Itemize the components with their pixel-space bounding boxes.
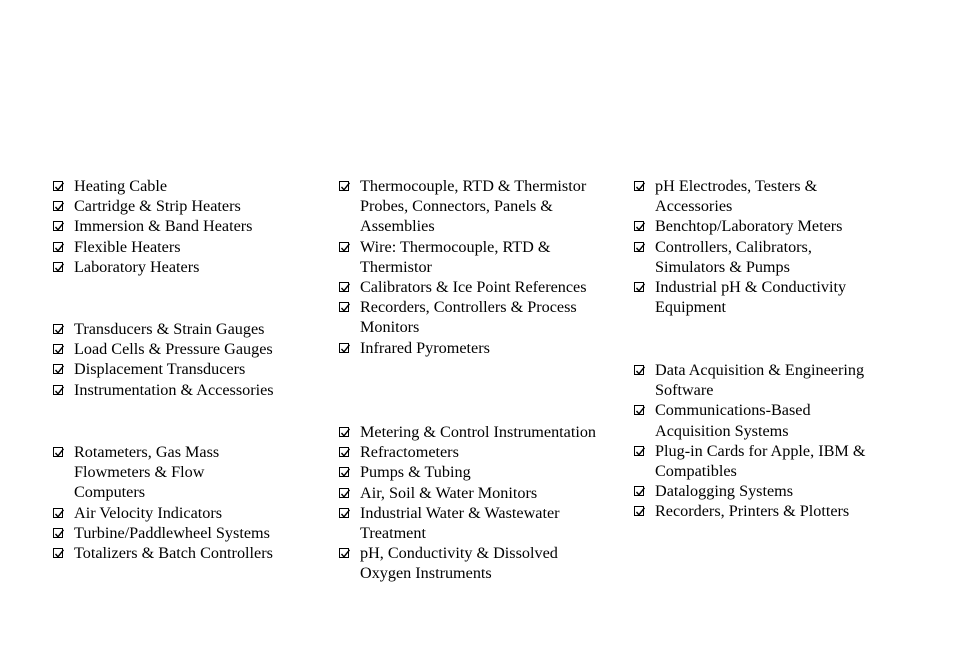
checked-box-icon xyxy=(53,385,63,395)
list-item xyxy=(53,319,303,339)
item-label: Refractometers xyxy=(360,443,459,462)
checked-box-icon xyxy=(53,221,63,231)
list-item xyxy=(339,277,619,297)
item-label: Instrumentation & Accessories xyxy=(74,380,274,399)
item-label: Datalogging Systems xyxy=(655,482,794,501)
checked-box-icon xyxy=(339,488,349,498)
list-item xyxy=(339,483,629,503)
list-item xyxy=(634,216,894,236)
item-label: Air Velocity Indicators xyxy=(74,503,223,522)
item-label: Laboratory Heaters xyxy=(74,257,200,276)
item-label: Recorders, Printers & Plotters xyxy=(655,502,850,521)
item-label: Turbine/Paddlewheel Systems xyxy=(74,523,270,542)
item-label: Industrial pH & Conductivity Equipment xyxy=(655,278,847,317)
list-item xyxy=(53,359,303,379)
item-label: Air, Soil & Water Monitors xyxy=(360,483,538,502)
item-label: Transducers & Strain Gauges xyxy=(74,320,265,338)
list-item xyxy=(53,503,303,523)
checked-box-icon xyxy=(53,364,63,374)
group-pressure-strain xyxy=(53,319,303,400)
item-label: Controllers, Calibrators, Simulators & Pumps xyxy=(655,237,812,276)
checked-box-icon xyxy=(339,427,349,437)
item-label: Recorders, Controllers & Process Monitors xyxy=(360,298,577,337)
group-heaters xyxy=(53,176,303,277)
item-label: Infrared Pyrometers xyxy=(360,338,490,357)
checked-box-icon xyxy=(339,447,349,457)
item-label: pH, Conductivity & Dissolved Oxygen Instruments xyxy=(360,544,558,583)
item-label: Rotameters, Gas Mass Flowmeters & Flow Computers xyxy=(74,443,220,502)
checked-box-icon xyxy=(53,324,63,334)
list-item xyxy=(339,503,629,543)
list-item xyxy=(339,543,629,583)
checked-box-icon xyxy=(634,181,644,191)
checked-box-icon xyxy=(53,548,63,558)
checked-box-icon xyxy=(339,508,349,518)
checked-box-icon xyxy=(339,302,349,312)
list-item xyxy=(53,339,303,359)
list-item xyxy=(53,237,303,257)
item-label: Totalizers & Batch Controllers xyxy=(74,544,273,563)
list-item xyxy=(634,501,894,521)
checked-box-icon xyxy=(634,405,644,415)
item-label: Calibrators & Ice Point References xyxy=(360,278,587,297)
checked-box-icon xyxy=(634,282,644,292)
item-label: Benchtop/Laboratory Meters xyxy=(655,217,843,236)
item-label: Load Cells & Pressure Gauges xyxy=(74,340,273,359)
list-item xyxy=(53,543,303,563)
checked-box-icon xyxy=(53,181,63,191)
list-item xyxy=(634,277,894,317)
group-data-acquisition xyxy=(634,360,894,522)
group-flow xyxy=(53,442,303,563)
checked-box-icon xyxy=(53,262,63,272)
checked-box-icon xyxy=(53,447,63,457)
list-item xyxy=(634,481,894,501)
checked-box-icon xyxy=(634,365,644,375)
item-label: Wire: Thermocouple, RTD & Thermistor xyxy=(360,237,551,276)
item-label: Heating Cable xyxy=(74,177,168,195)
checked-box-icon xyxy=(339,181,349,191)
checked-box-icon xyxy=(634,486,644,496)
checked-box-icon xyxy=(339,242,349,252)
checked-box-icon xyxy=(53,508,63,518)
checked-box-icon xyxy=(339,548,349,558)
group-ph-conductivity xyxy=(634,176,894,317)
group-temperature xyxy=(339,176,619,358)
item-label: Thermocouple, RTD & Thermistor Probes, Connectors, Panels & Assemblies xyxy=(360,177,587,236)
list-item xyxy=(53,380,303,400)
checked-box-icon xyxy=(634,242,644,252)
item-label: Industrial Water & Wastewater Treatment xyxy=(360,503,560,543)
list-item xyxy=(634,237,894,277)
checked-box-icon xyxy=(53,242,63,252)
checked-box-icon xyxy=(339,467,349,477)
list-item xyxy=(339,297,619,337)
checked-box-icon xyxy=(339,282,349,292)
item-label: Communications-Based Acquisition Systems xyxy=(655,401,811,440)
list-item xyxy=(634,400,894,440)
checked-box-icon xyxy=(339,343,349,353)
list-item xyxy=(53,442,303,503)
list-item xyxy=(634,176,894,216)
list-item xyxy=(634,441,894,481)
checked-box-icon xyxy=(53,344,63,354)
checked-box-icon xyxy=(634,446,644,456)
list-item xyxy=(53,196,303,216)
checked-box-icon xyxy=(634,221,644,231)
list-item xyxy=(339,237,619,277)
item-label: Displacement Transducers xyxy=(74,360,246,379)
list-item xyxy=(339,422,629,442)
list-item xyxy=(339,338,619,358)
item-label: Cartridge & Strip Heaters xyxy=(74,197,241,216)
list-item xyxy=(53,216,303,236)
item-label: Metering & Control Instrumentation xyxy=(360,423,597,441)
checked-box-icon xyxy=(53,201,63,211)
item-label: Data Acquisition & Engineering Software xyxy=(655,361,865,400)
group-environmental xyxy=(339,422,629,584)
list-item xyxy=(53,523,303,543)
list-item xyxy=(339,176,619,237)
list-item xyxy=(634,360,894,400)
item-label: Plug-in Cards for Apple, IBM & Compatibles xyxy=(655,441,866,481)
checked-box-icon xyxy=(634,506,644,516)
list-item xyxy=(53,257,303,277)
item-label: Immersion & Band Heaters xyxy=(74,217,253,236)
item-label: Pumps & Tubing xyxy=(360,463,471,482)
item-label: Flexible Heaters xyxy=(74,237,181,256)
list-item xyxy=(53,176,303,196)
checked-box-icon xyxy=(53,528,63,538)
item-label: pH Electrodes, Testers & Accessories xyxy=(655,177,818,216)
list-item xyxy=(339,462,629,482)
list-item xyxy=(339,442,629,462)
